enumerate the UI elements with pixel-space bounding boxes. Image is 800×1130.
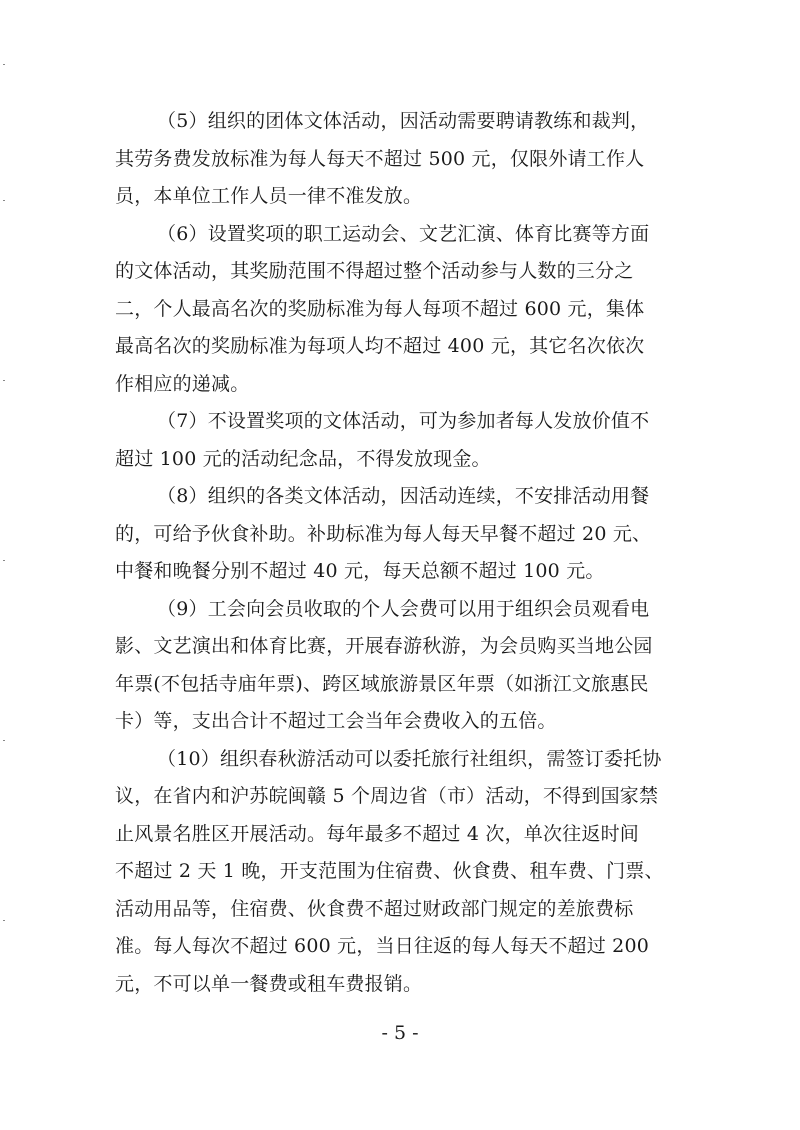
text-line: 的文体活动，其奖励范围不得超过整个活动参与人数的三分之 (115, 260, 634, 282)
text-line: 不超过 2 天 1 晚，开支范围为住宿费、伙食费、租车费、门票、 (115, 860, 664, 882)
text-line: 二，个人最高名次的奖励标准为每人每项不超过 600 元，集体 (115, 297, 645, 320)
paragraph (115, 216, 685, 404)
paragraph (115, 103, 685, 216)
text-line: 作相应的递减。 (115, 372, 250, 395)
page-number: - 5 - (381, 1022, 419, 1044)
text-line: 的，可给予伙食补助。补助标准为每人每天早餐不超过 20 元、 (115, 522, 652, 545)
scan-edge-mark (3, 740, 5, 741)
paragraph (115, 741, 685, 1004)
text-line: 准。每人每次不超过 600 元，当日往返的每人每天不超过 200 (115, 935, 650, 957)
scan-edge-mark (3, 200, 5, 201)
text-line: 中餐和晚餐分别不超过 40 元，每天总额不超过 100 元。 (115, 560, 605, 582)
text-line: （7）不设置奖项的文体活动，可为参加者每人发放价值不 (157, 410, 650, 432)
text-line: 其劳务费发放标准为每人每天不超过 500 元，仅限外请工作人 (115, 147, 645, 170)
text-line: 活动用品等，住宿费、伙食费不超过财政部门规定的差旅费标 (115, 897, 634, 920)
paragraph (115, 478, 685, 591)
scan-edge-mark (3, 920, 5, 921)
text-line: 年票(不包括寺庙年票)、跨区域旅游景区年票（如浙江文旅惠民 (115, 672, 649, 695)
text-line: （5）组织的团体文体活动，因活动需要聘请教练和裁判， (157, 110, 650, 132)
text-line: （10）组织春秋游活动可以委托旅行社组织，需签订委托协 (157, 747, 662, 770)
text-line: （9）工会向会员收取的个人会费可以用于组织会员观看电 (157, 597, 650, 620)
text-line: 元，不可以单一餐费或租车费报销。 (115, 972, 423, 995)
text-line: （6）设置奖项的职工运动会、文艺汇演、体育比赛等方面 (157, 222, 650, 245)
paragraph (115, 591, 685, 741)
text-line: 卡）等，支出合计不超过工会当年会费收入的五倍。 (115, 710, 557, 732)
text-line: 最高名次的奖励标准为每项人均不超过 400 元，其它名次依次 (115, 335, 645, 357)
text-line: 超过 100 元的活动纪念品，不得发放现金。 (115, 447, 491, 470)
text-line: 止风景名胜区开展活动。每年最多不超过 4 次，单次往返时间 (115, 822, 639, 845)
document-body (115, 103, 685, 1003)
scan-edge-mark (3, 64, 5, 65)
text-line: 员，本单位工作人员一律不准发放。 (115, 185, 423, 207)
text-line: 议，在省内和沪苏皖闽赣 5 个周边省（市）活动，不得到国家禁 (115, 785, 659, 807)
text-line: （8）组织的各类文体活动，因活动连续，不安排活动用餐 (157, 485, 650, 507)
scan-edge-mark (3, 380, 5, 381)
text-line: 影、文艺演出和体育比赛，开展春游秋游，为会员购买当地公园 (115, 635, 653, 657)
scan-edge-mark (3, 560, 5, 561)
paragraph (115, 403, 685, 478)
